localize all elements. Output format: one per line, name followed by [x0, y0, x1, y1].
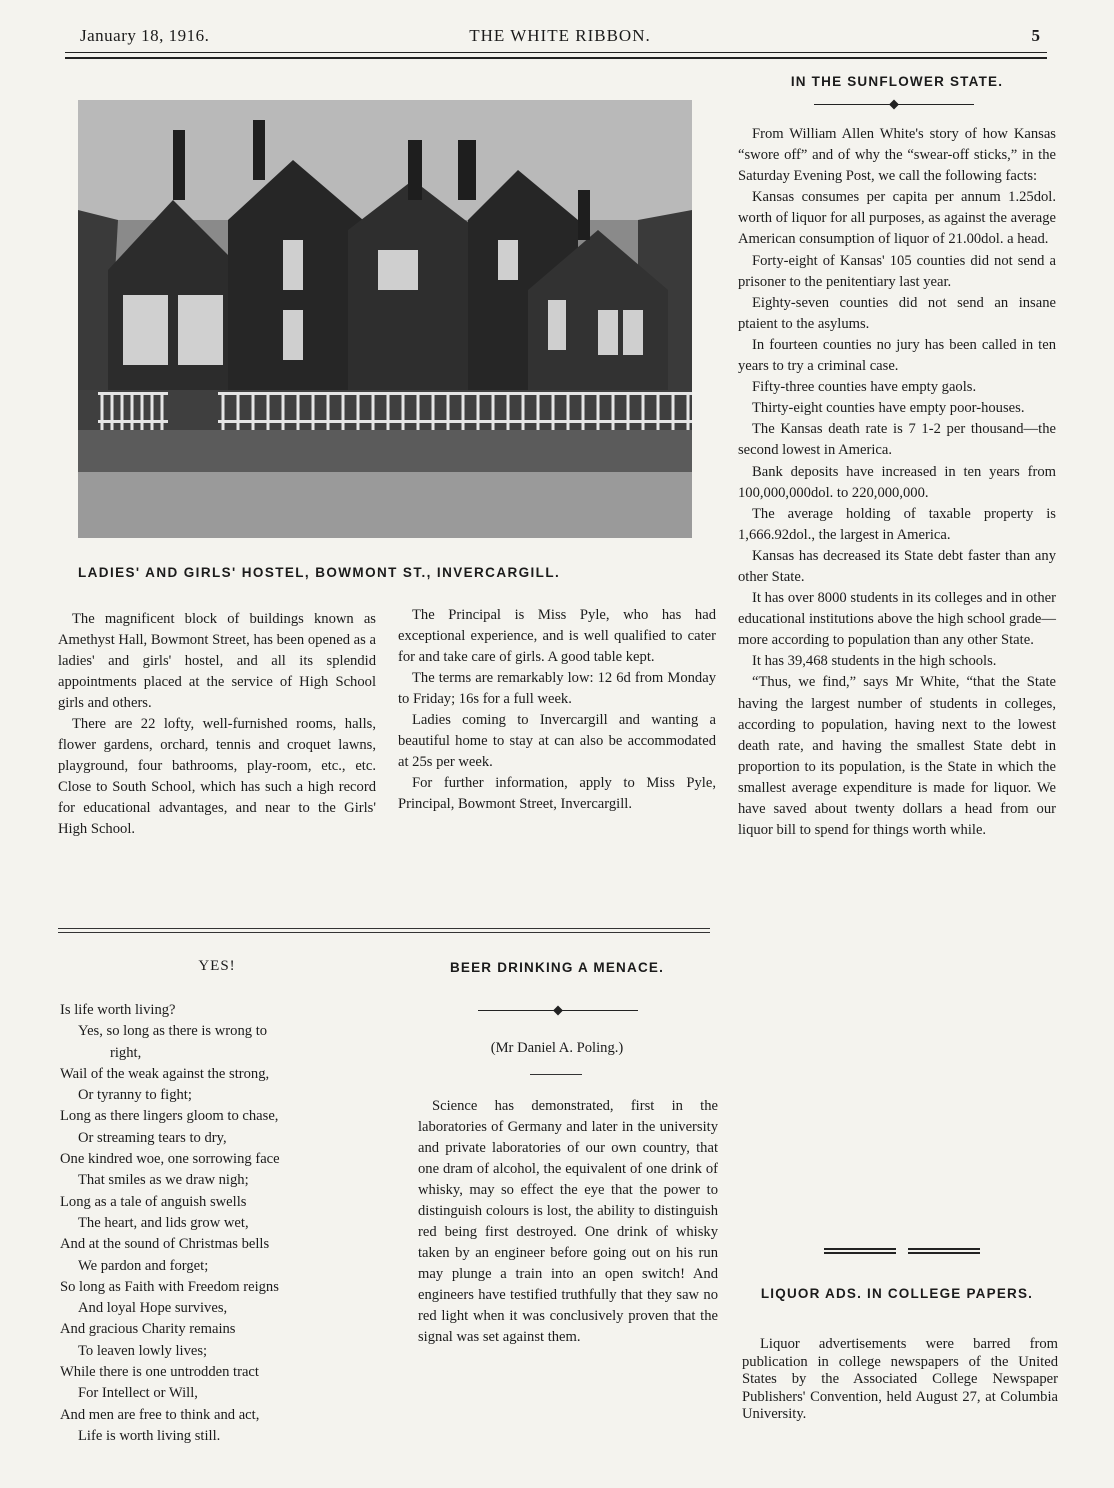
poem-title: YES!: [198, 958, 236, 974]
paragraph: From William Allen White's story of how Kansas “swore off” and of why the “swear-off sticks,” in the Saturday Evening Post, we call the following facts:: [738, 126, 1056, 185]
poem-line: While there is one untrodden tract: [60, 1364, 259, 1381]
poem-line: And loyal Hope survives,: [78, 1300, 228, 1317]
poem-line: The heart, and lids grow wet,: [78, 1214, 249, 1231]
poem-line: To leaven lowly lives;: [78, 1342, 208, 1359]
hostel-photograph: [78, 100, 692, 538]
poem-line: That smiles as we draw nigh;: [78, 1172, 249, 1189]
paragraph: The average holding of taxable property is 1,666.92dol., the largest in America.: [738, 505, 1056, 543]
newspaper-title: THE WHITE RIBBON.: [469, 26, 651, 45]
paragraph: In fourteen counties no jury has been called in ten years to try a criminal case.: [738, 336, 1056, 375]
poem-line: We pardon and forget;: [78, 1257, 209, 1274]
hostel-article-col2: [398, 605, 716, 815]
liquor-heading: LIQUOR ADS. IN COLLEGE PAPERS.: [760, 1286, 1034, 1301]
poem-line: Is life worth living?: [60, 1002, 176, 1018]
liquor-article: [742, 1336, 1058, 1424]
beer-article: [418, 1096, 718, 1348]
paragraph: It has over 8000 students in its colleges and in other educational institutions above the high school grade—more according to population than any other State.: [738, 590, 1056, 649]
paragraph: “Thus, we find,” says Mr White, “that the State having the largest number of students in colleges, according to population, having next to the lowest death rate, and having the smallest State debt in proportion to its population, is the State in which the smallest average expenditure is made for liquor. We have saved about twenty dollars a head from our liquor bill to spend for things worth while.: [738, 674, 1056, 839]
beer-heading: BEER DRINKING A MENACE.: [449, 960, 665, 975]
short-rule: [530, 1074, 582, 1075]
hostel-article-col1: [58, 609, 376, 840]
photo-caption: LADIES' AND GIRLS' HOSTEL, BOWMONT ST., INVERCARGILL.: [78, 565, 561, 580]
poem-line: Life is worth living still.: [78, 1427, 221, 1444]
poem-line: Long as a tale of anguish swells: [60, 1193, 247, 1210]
paragraph: Forty-eight of Kansas' 105 counties did not send a prisoner to the penitentiary last year.: [738, 252, 1056, 290]
poem-line: Long as there lingers gloom to chase,: [60, 1108, 279, 1125]
poem-line: Or tyranny to fight;: [78, 1087, 192, 1104]
page-header: [80, 26, 1040, 52]
paragraph: Kansas has decreased its State debt faster than any other State.: [738, 547, 1056, 585]
sunflower-heading: IN THE SUNFLOWER STATE.: [790, 74, 1004, 89]
sunflower-article: [738, 124, 1056, 841]
header-rule: [65, 52, 1047, 59]
poem-line: And gracious Charity remains: [60, 1321, 236, 1338]
paragraph: Thirty-eight counties have empty poor-houses.: [752, 400, 1025, 417]
poem-line: Wail of the weak against the strong,: [60, 1065, 270, 1082]
beer-byline: (Mr Daniel A. Poling.): [490, 1040, 624, 1056]
paragraph: Kansas consumes per capita per annum 1.25dol. worth of liquor for all purposes, as against the average American consumption of liquor of 21.00dol. a head.: [738, 189, 1056, 248]
double-bar-ornament: [824, 1248, 982, 1256]
paragraph: It has 39,468 students in the high schools.: [752, 653, 997, 670]
paragraph: The magnificent block of buildings known as Amethyst Hall, Bowmont Street, has been opened as a ladies' and girls' hostel, and all its splendid appointments placed at the service of High School girls and others.: [58, 611, 376, 711]
paragraph: Liquor advertisements were barred from publication in college newspapers of the United States by the Associated College Newspaper Publishers' Convention, held August 27, at Columbia University.: [742, 1336, 1058, 1422]
poem-line: For Intellect or Will,: [78, 1385, 198, 1402]
poem-line: So long as Faith with Freedom reigns: [60, 1278, 279, 1295]
paragraph: There are 22 lofty, well-furnished rooms, halls, flower gardens, orchard, tennis and croquet lawns, playground, four bathrooms, play-room, etc., etc. Close to South School, which has such a high record for educational advantages, and near to the Girls' High School.: [58, 716, 376, 837]
poem-line: One kindred woe, one sorrowing face: [60, 1151, 280, 1168]
paragraph: Fifty-three counties have empty gaols.: [752, 379, 977, 396]
ornament-rule: [814, 102, 974, 108]
issue-date: January 18, 1916.: [80, 26, 210, 45]
paragraph: Bank deposits have increased in ten years from 100,000,000dol. to 220,000,000.: [738, 463, 1056, 501]
page-number: 5: [1031, 26, 1040, 45]
poem-body: [60, 1000, 390, 1447]
paragraph: The Principal is Miss Pyle, who has had exceptional experience, and is well qualified to cater for and take care of girls. A good table kept.: [398, 607, 716, 665]
poem-line: And at the sound of Christmas bells: [60, 1236, 270, 1253]
paragraph: Eighty-seven counties did not send an insane ptaient to the asylums.: [738, 294, 1056, 332]
paragraph: For further information, apply to Miss Pyle, Principal, Bowmont Street, Invercargill.: [398, 775, 716, 812]
poem-line: right,: [110, 1044, 142, 1061]
poem-line: And men are free to think and act,: [60, 1406, 260, 1423]
paragraph: The terms are remarkably low: 12 6d from Monday to Friday; 16s for a full week.: [398, 670, 716, 707]
paragraph: Ladies coming to Invercargill and wanting a beautiful home to stay at can also be accommodated at 25s per week.: [398, 712, 716, 770]
poem-line: Yes, so long as there is wrong to: [78, 1023, 268, 1040]
paragraph: The Kansas death rate is 7 1-2 per thousand—the second lowest in America.: [738, 421, 1056, 459]
section-divider: [58, 928, 710, 933]
paragraph: Science has demonstrated, first in the laboratories of Germany and later in the university and private laboratories of our own country, that one dram of alcohol, the equivalent of one drink of whisky, may so effect the eye that the power to distinguish colours is lost, the ability to distinguish red being first destroyed. One drink of whisky taken by an engineer before going out on his run may plunge a train into an open switch! And engineers have testified truthfully that they saw no red light when it was conclusively proven that the signal was set against them.: [418, 1098, 718, 1345]
ornament-rule: [478, 1008, 638, 1014]
poem-line: Or streaming tears to dry,: [78, 1129, 227, 1146]
